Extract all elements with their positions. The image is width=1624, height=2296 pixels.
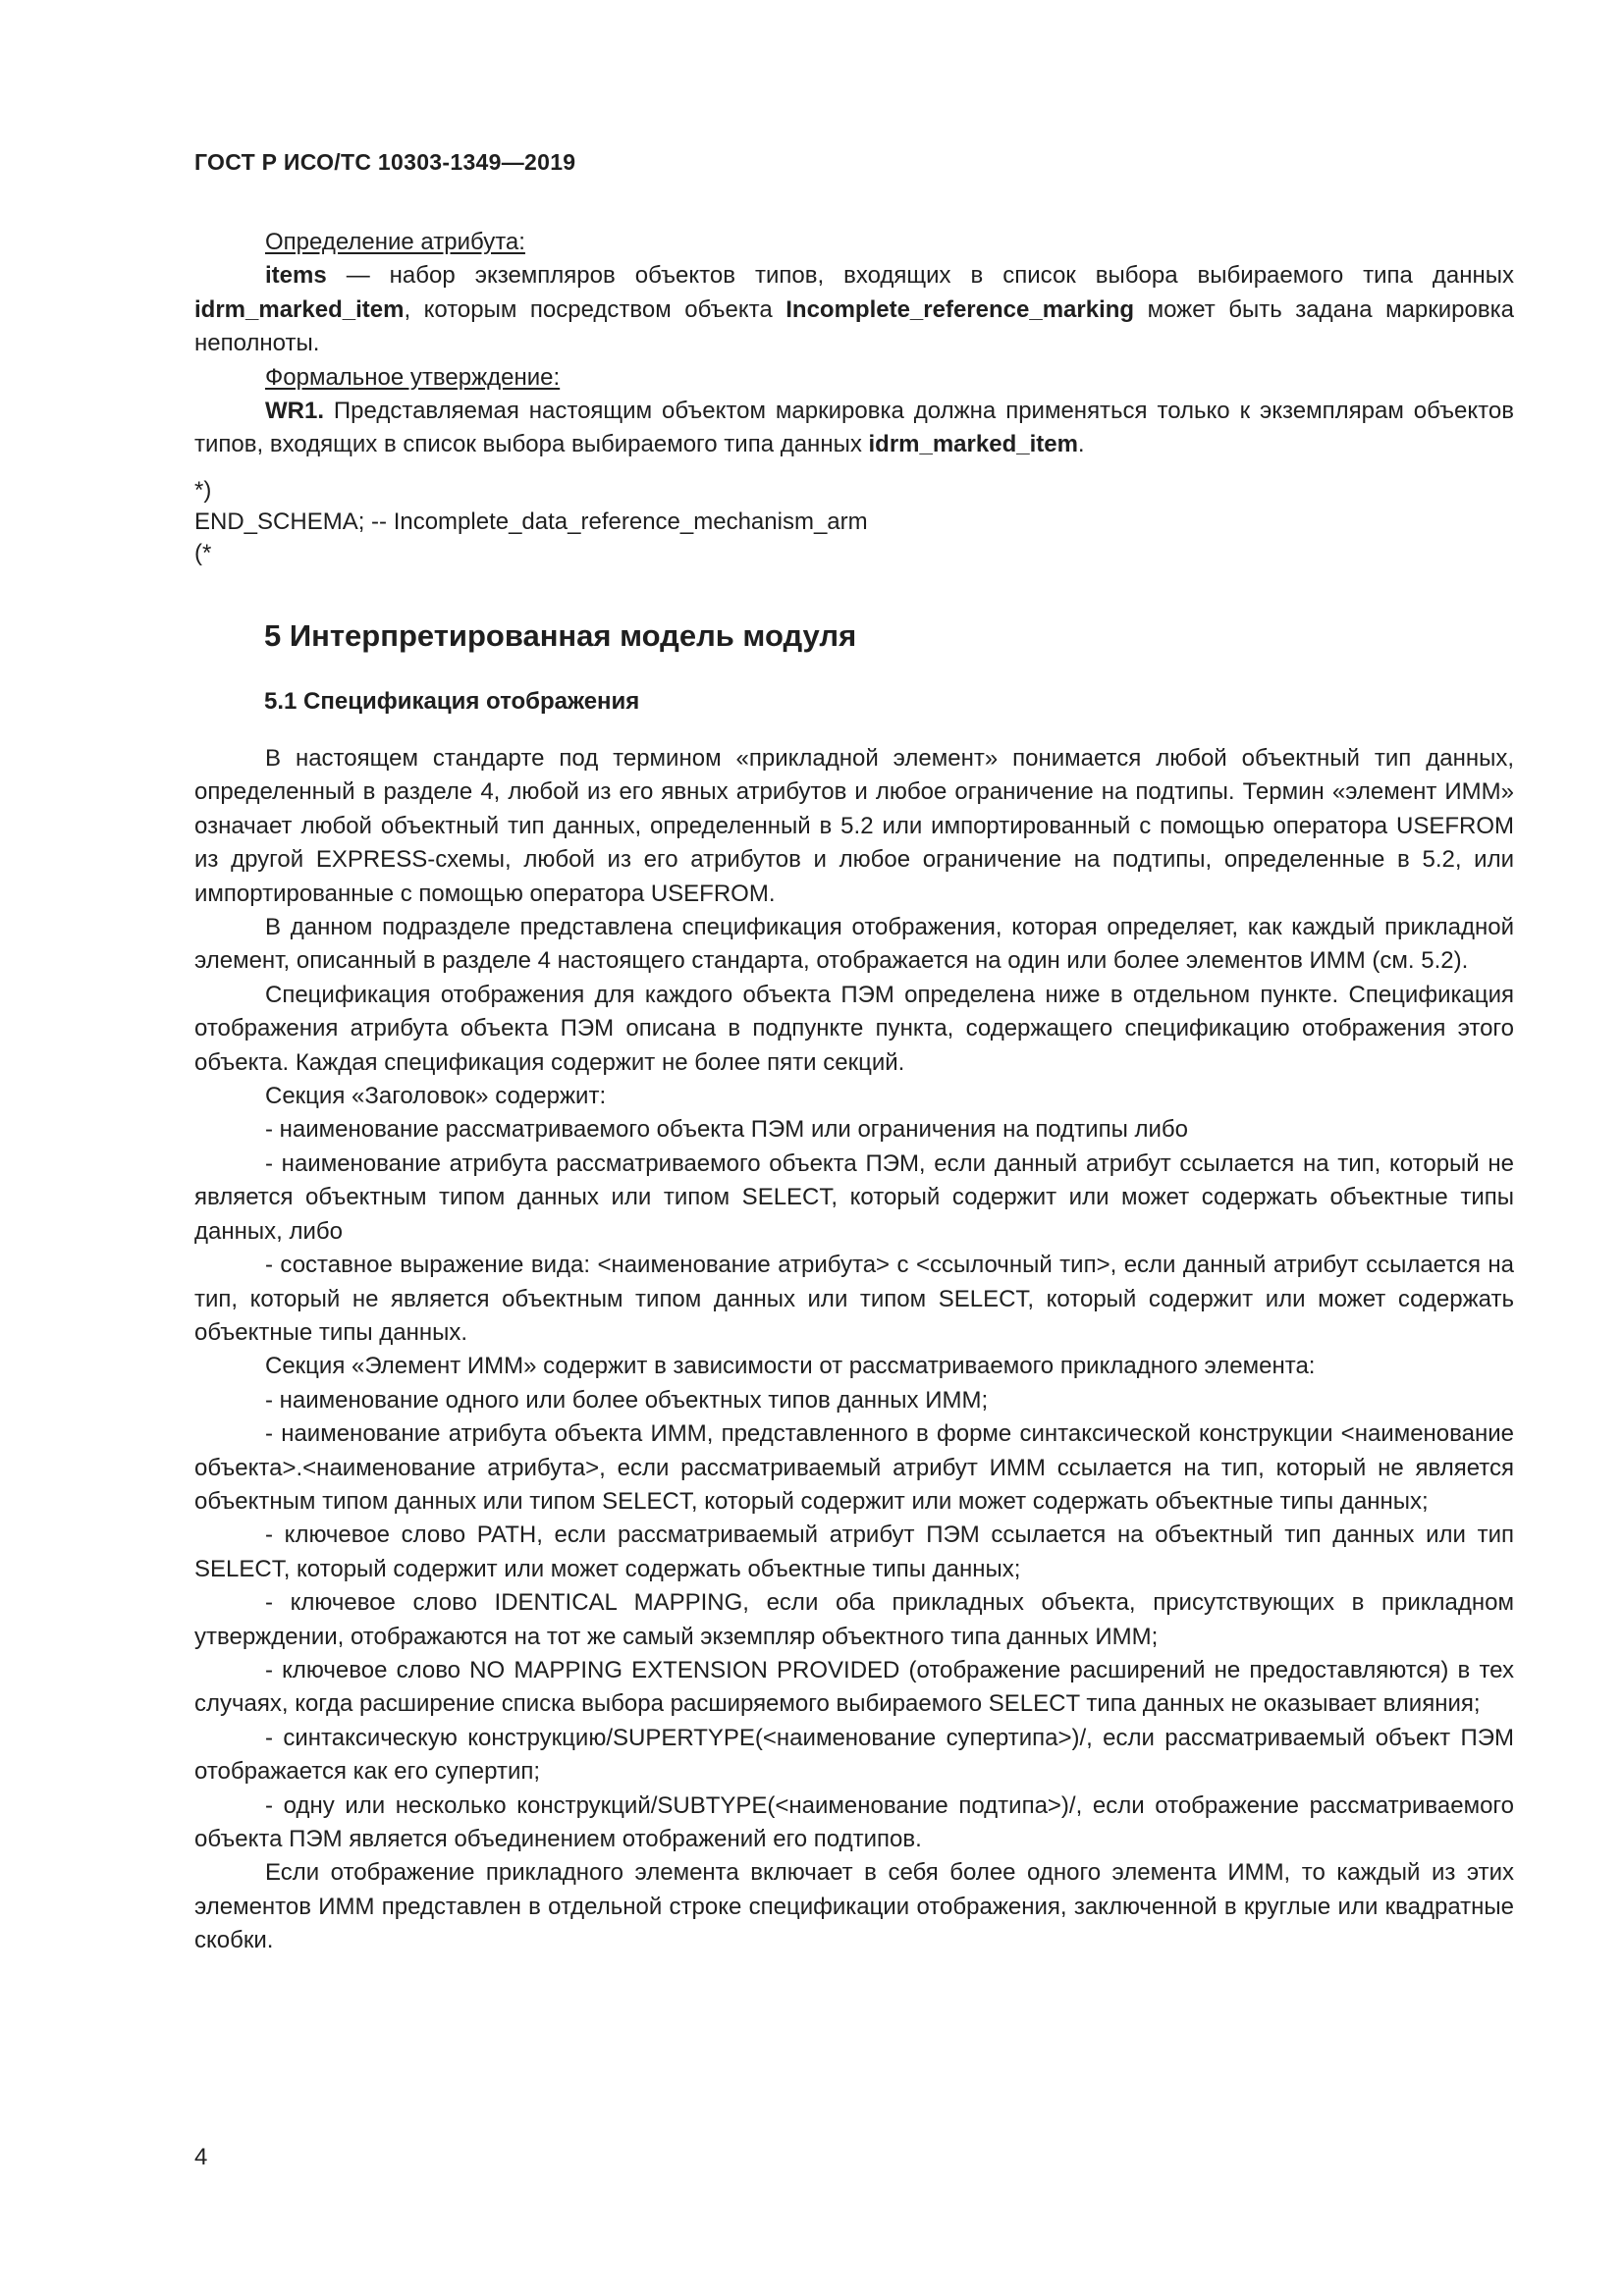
wr1-term: WR1.	[265, 398, 324, 425]
paragraph: Если отображение прикладного элемента включает в себя более одного элемента ИММ, то каждый из этих элементов ИММ представлен в отдельной строке спецификации отображения, заключенной в круглые или квадратные скобки.	[194, 1859, 1514, 1954]
code-line: *)	[194, 477, 212, 504]
standard-code-header: ГОСТ Р ИСО/ТС 10303-1349—2019	[194, 149, 576, 175]
express-code-block	[194, 475, 868, 569]
items-definition: items — набор экземпляров объектов типов, входящих в список выбора выбираемого типа данных idrm_marked_item, которым посредством объекта Incomplete_reference_marking может быть задана маркировка неполноты.	[194, 262, 1514, 357]
list-item: - наименование рассматриваемого объекта ПЭМ или ограничения на подтипы либо	[265, 1116, 1188, 1144]
list-item: - ключевое слово IDENTICAL MAPPING, если оба прикладных объекта, присутствующих в прикладном утверждении, отображаются на тот же самый экземпляр объектного типа данных ИММ;	[194, 1589, 1514, 1650]
attribute-definition-block	[194, 226, 1514, 462]
paragraph: Спецификация отображения для каждого объекта ПЭМ определена ниже в отдельном пункте. Спецификация отображения атрибута объекта ПЭМ описана в подпункте пункта, содержащего спецификацию отображения этого объекта. Каждая спецификация содержит не более пяти секций.	[194, 981, 1514, 1076]
list-item: - синтаксическую конструкцию/SUPERTYPE(<наименование супертипа>)/, если рассматриваемый объект ПЭМ отображается как его супертип;	[194, 1724, 1514, 1786]
definition-label: Определение атрибута:	[265, 229, 525, 255]
page-number: 4	[194, 2144, 208, 2170]
subsection-heading: 5.1 Спецификация отображения	[264, 688, 640, 715]
list-item: - составное выражение вида: <наименование атрибута> с <ссылочный тип>, если данный атрибут ссылается на тип, который не является объектным типом данных или типом SELECT, который содержит или может содержать объектные типы данных.	[194, 1252, 1514, 1346]
paragraph: Секция «Заголовок» содержит:	[265, 1083, 607, 1110]
paragraph: Секция «Элемент ИММ» содержит в зависимости от рассматриваемого прикладного элемента:	[265, 1353, 1316, 1380]
list-item: - наименование одного или более объектных типов данных ИММ;	[265, 1386, 989, 1414]
items-term: items	[265, 262, 327, 290]
code-line: (*	[194, 540, 212, 566]
code-line-end-schema: END_SCHEMA; -- Incomplete_data_reference_mechanism_arm	[194, 508, 868, 535]
formal-statement-label: Формальное утверждение:	[265, 363, 561, 391]
wr1-rule: WR1. Представляемая настоящим объектом маркировка должна применяться только к экземплярам объектов типов, входящих в список выбора выбираемого типа данных idrm_marked_item.	[194, 398, 1514, 458]
mapping-specification-text	[194, 742, 1514, 1958]
paragraph: В данном подразделе представлена спецификация отображения, которая определяет, как каждый прикладной элемент, описанный в разделе 4 настоящего стандарта, отображается на один или более элементов ИММ (см. 5.2).	[194, 914, 1514, 975]
paragraph: В настоящем стандарте под термином «прикладной элемент» понимается любой объектный тип данных, определенный в разделе 4, любой из его явных атрибутов и любое ограничение на подтипы. Термин «элемент ИММ» означает любой объектный тип данных, определенный в 5.2 или импортированный с помощью оператора USEFROM из другой EXPRESS-схемы, любой из его атрибутов и любое ограничение на подтипы, определенные в 5.2, или импортированные с помощью оператора USEFROM.	[194, 745, 1514, 907]
list-item: - ключевое слово PATH, если рассматриваемый атрибут ПЭМ ссылается на объектный тип данных или тип SELECT, который содержит или может содержать объектные типы данных;	[194, 1522, 1514, 1582]
idrm-marked-item-ref: idrm_marked_item	[868, 431, 1078, 458]
list-item: - наименование атрибута рассматриваемого объекта ПЭМ, если данный атрибут ссылается на тип, который не является объектным типом данных или типом SELECT, который содержит или может содержать объектные типы данных, либо	[194, 1149, 1514, 1245]
section-heading: 5 Интерпретированная модель модуля	[264, 618, 857, 653]
incomplete-reference-marking-ref: Incomplete_reference_marking	[785, 295, 1135, 323]
list-item: - одну или несколько конструкций/SUBTYPE(<наименование подтипа>)/, если отображение рассматриваемого объекта ПЭМ является объединением отображений его подтипов.	[194, 1791, 1514, 1852]
idrm-marked-item-ref: idrm_marked_item	[194, 295, 405, 323]
list-item: - наименование атрибута объекта ИММ, представленного в форме синтаксической конструкции <наименование объекта>.<наименование атрибута>, если рассматриваемый атрибут ИММ ссылается на тип, который не является объектным типом данных или типом SELECT, который содержит или может содержать объектные типы данных;	[194, 1420, 1514, 1515]
list-item: - ключевое слово NO MAPPING EXTENSION PROVIDED (отображение расширений не предоставляются) в тех случаях, когда расширение списка выбора расширяемого выбираемого SELECT типа данных не оказывает влияния;	[194, 1656, 1514, 1718]
